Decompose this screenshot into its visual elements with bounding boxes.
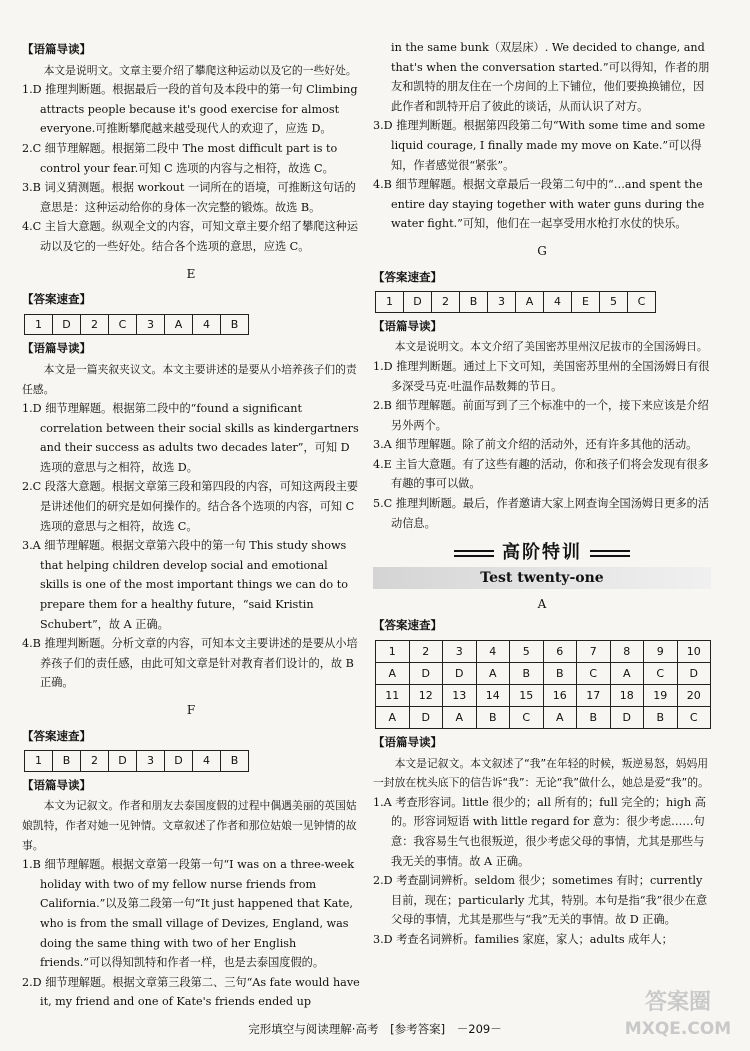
answer-explanation: 3.A 细节理解题。除了前文介绍的活动外，还有许多其他的活动。 <box>373 438 698 452</box>
answer-explanation: 4.B 推理判断题。分析文章的内容，可知本文主要讲述的是要从小培养孩子们的责任感，由此可知文章是针对教育者们设计的，故 B 正确。 <box>22 637 358 690</box>
answer-cell: 17 <box>577 685 611 707</box>
section-header: 【语篇导读】 <box>373 735 442 750</box>
answer-cell: B <box>460 292 488 313</box>
answer-key-table <box>375 640 711 729</box>
section-header: 【语篇导读】 <box>22 42 91 56</box>
answer-explanation: 4.E 主旨大意题。有了这些有趣的活动，你和孩子们将会发现有很多有趣的事可以做。 <box>373 457 709 491</box>
answer-cell: A <box>543 707 577 729</box>
right-column <box>373 38 711 950</box>
answer-cell: 15 <box>510 685 544 707</box>
answer-cell: 4 <box>193 314 221 335</box>
answer-explanation: 2.C 细节理解题。根据第二段中 The most difficult part is to control your fear.可知 C 选项的内容与之相符，故选 C。 <box>22 141 338 175</box>
section-banner <box>373 543 711 563</box>
banner-rule-right <box>590 550 630 557</box>
answer-explanation: 4.B 细节理解题。根据文章最后一段第二句中的“…and spent the entire day staying together with water guns during the water fight.”可知，他们在一起享受用水枪打水仗的快乐。 <box>373 178 705 231</box>
passage-intro: 本文是一篇夹叙夹议文。本文主要讲述的是要从小培养孩子们的责任感。 <box>22 362 357 396</box>
answer-cell: 13 <box>443 685 477 707</box>
answer-cell: A <box>443 707 477 729</box>
answer-explanation: 1.B 细节理解题。根据文章第一段第一句“I was on a three-week holiday with two of my fellow nurse friends from California.”以及第二段第一句“It just happened that Kate, who is from the small village of Devizes, England, was doing the same thing with two of her English friends.”可以得知凯特和作者一样，也是去泰国度假的。 <box>22 858 355 970</box>
answer-cell: 1 <box>376 641 410 663</box>
answer-key-header: 【答案速查】 <box>373 269 442 284</box>
section-header: 【语篇导读】 <box>22 777 91 792</box>
answer-cell: D <box>409 707 443 729</box>
answer-cell: 2 <box>432 292 460 313</box>
answer-cell: C <box>644 663 678 685</box>
answer-cell: D <box>409 663 443 685</box>
answer-key-header: 【答案速查】 <box>373 618 442 633</box>
answer-key-table <box>375 291 656 313</box>
answer-cell: B <box>476 707 510 729</box>
answer-cell: B <box>510 663 544 685</box>
answer-cell: D <box>165 751 193 772</box>
answer-cell: 18 <box>610 685 644 707</box>
answer-cell: 2 <box>81 751 109 772</box>
answer-cell: 11 <box>376 685 410 707</box>
passage-intro: 本文为记叙文。作者和朋友去泰国度假的过程中偶遇美丽的英国姑娘凯特，作者对她一见钟情。文章叙述了作者和那位姑娘一见钟情的故事。 <box>22 799 357 852</box>
passage-intro: 本文是说明文。本文介绍了美国密苏里州汉尼拔市的全国汤姆日。 <box>394 340 708 354</box>
test-title: Test twenty-one <box>373 567 711 589</box>
answer-explanation: 1.A 考查形容词。little 很少的；all 所有的；full 完全的；high 高的。形容词短语 with little regard for 意为：很少考虑……句意：我容易生气也很叛逆，很少考虑父母的事情，尤其是那些与我无关的事情。故 A 正确。 <box>373 795 706 868</box>
answer-cell: C <box>677 707 711 729</box>
answer-cell: A <box>376 707 410 729</box>
passage-intro: 本文是说明文。文章主要介绍了攀爬这种运动以及它的一些好处。 <box>43 63 357 77</box>
answer-cell: 2 <box>81 314 109 335</box>
passage-label: F <box>186 703 196 717</box>
answer-key-table <box>24 314 249 336</box>
section-header: 【语篇导读】 <box>22 341 91 356</box>
answer-cell: 5 <box>600 292 628 313</box>
passage-label: E <box>186 266 196 281</box>
answer-explanation: 2.C 段落大意题。根据文章第三段和第四段的内容，可知这两段主要是讲述他们的研究是如何操作的。结合各个选项的内容，可知 C 选项的意思与之相符，故选 C。 <box>22 480 359 533</box>
answer-cell: C <box>109 314 137 335</box>
answer-tag: [参考答案] <box>390 1022 446 1036</box>
answer-cell: 19 <box>644 685 678 707</box>
answer-cell: B <box>644 707 678 729</box>
answer-cell: D <box>610 707 644 729</box>
section-header: 【语篇导读】 <box>373 318 442 333</box>
answer-cell: 3 <box>137 751 165 772</box>
answer-cell: 1 <box>25 751 53 772</box>
answer-cell: 7 <box>577 641 611 663</box>
answer-explanation: 3.A 细节理解题。根据文章第六段中的第一句 This study shows that helping children develop social and emotional skills is one of the most important things we can do to prepare them for a healthy future，“said Kristin Schubert”，故 A 正确。 <box>22 539 348 631</box>
answer-cell: A <box>516 292 544 313</box>
answer-cell: 3 <box>488 292 516 313</box>
answer-explanation: 3.D 推理判断题。根据第四段第二句“With some time and some liquid courage, I finally made my move on Kate.”可以得知，作者感觉很“紧张”。 <box>373 119 706 172</box>
watermark-url: MXQE.COM <box>624 1019 732 1039</box>
answer-cell: D <box>677 663 711 685</box>
answer-key-header: 【答案速查】 <box>22 292 91 307</box>
answer-cell: C <box>628 292 656 313</box>
answer-cell: 3 <box>137 314 165 335</box>
answer-cell: 9 <box>644 641 678 663</box>
book-title: 完形填空与阅读理解·高考 <box>248 1022 379 1036</box>
answer-cell: B <box>577 707 611 729</box>
answer-cell: A <box>376 663 410 685</box>
watermark-logo <box>618 990 738 1046</box>
answer-explanation: 5.C 推理判断题。最后，作者邀请大家上网查询全国汤姆日更多的活动信息。 <box>373 497 710 530</box>
answer-cell: 4 <box>476 641 510 663</box>
answer-explanation: 2.D 考查副词辨析。seldom 很少；sometimes 有时；currently 目前，现在；particularly 尤其，特别。本句是指“我”很少在意父母的事情，尤其是那些与“我”无关的事情。故 D 正确。 <box>373 874 708 927</box>
answer-cell: 3 <box>443 641 477 663</box>
answer-explanation: 1.D 推理判断题。根据最后一段的首句及本段中的第一句 Climbing attracts people because it's good exercise for almost everyone.可推断攀爬越来越受现代人的欢迎了，应选 D。 <box>22 83 358 136</box>
passage-intro: 本文是记叙文。本文叙述了“我”在年轻的时候，叛逆易怒，妈妈用一封放在枕头底下的信告诉“我”：无论“我”做什么，她总是爱“我”的。 <box>373 756 709 790</box>
banner-rule-left <box>454 550 494 557</box>
answer-explanation: 4.C 主旨大意题。纵观全文的内容，可知文章主要介绍了攀爬这种运动以及它的一些好处。结合各个选项的意思，应选 C。 <box>22 220 359 253</box>
answer-explanation-continued: in the same bunk（双层床）. We decided to change, and that's when the conversation started.”可以得知，作者的朋友和凯特的朋友住在一个房间的上下铺位，他们要换换铺位，因此作者和凯特开启了彼此的谈话，从而认识了对方。 <box>391 41 710 113</box>
answer-cell: E <box>572 292 600 313</box>
answer-cell: 12 <box>409 685 443 707</box>
answer-key-header: 【答案速查】 <box>22 728 91 743</box>
answer-key-table <box>24 750 249 772</box>
answer-cell: D <box>53 314 81 335</box>
answer-explanation: 1.D 推理判断题。通过上下文可知，美国密苏里州的全国汤姆日有很多深受马克·吐温作品数舞的节日。 <box>373 359 710 393</box>
answer-cell: B <box>221 314 249 335</box>
answer-cell: 4 <box>544 292 572 313</box>
watermark-text: 答案圈 <box>644 990 711 1015</box>
answer-cell: A <box>476 663 510 685</box>
answer-cell: 1 <box>25 314 53 335</box>
answer-cell: B <box>221 751 249 772</box>
passage-label: A <box>537 596 547 611</box>
answer-explanation: 1.D 细节理解题。根据第二段中的“found a significant correlation between their social skills as kindergartners and their success as adults two decades later”，可知 D 选项的意思与之相符，故选 D。 <box>22 402 359 474</box>
answer-cell: 1 <box>376 292 404 313</box>
answer-cell: 10 <box>677 641 711 663</box>
answer-cell: A <box>165 314 193 335</box>
answer-cell: D <box>443 663 477 685</box>
answer-cell: B <box>53 751 81 772</box>
answer-cell: 20 <box>677 685 711 707</box>
answer-cell: C <box>577 663 611 685</box>
passage-label: G <box>537 243 547 258</box>
answer-cell: B <box>543 663 577 685</box>
answer-cell: 8 <box>610 641 644 663</box>
page-number: －209－ <box>456 1022 502 1036</box>
answer-explanation: 2.B 细节理解题。前面写到了三个标准中的一个，接下来应该是介绍另外两个。 <box>373 399 709 432</box>
answer-cell: 6 <box>543 641 577 663</box>
answer-explanation: 3.B 词义猜测题。根据 workout 一词所在的语境，可推断这句话的意思是：这种运动给你的身体一次完整的锻炼。故选 B。 <box>22 181 356 214</box>
answer-explanation: 3.D 考查名词辨析。families 家庭，家人；adults 成年人； <box>373 932 673 946</box>
answer-cell: D <box>404 292 432 313</box>
answer-cell: 14 <box>476 685 510 707</box>
answer-cell: 5 <box>510 641 544 663</box>
banner-title: 高阶特训 <box>502 542 582 564</box>
answer-cell: 16 <box>543 685 577 707</box>
answer-cell: A <box>610 663 644 685</box>
answer-explanation: 2.D 细节理解题。根据文章第三段第二、三句“As fate would have it, my friend and one of Kate's friends ended up <box>22 975 360 1009</box>
answer-cell: D <box>109 751 137 772</box>
answer-cell: 4 <box>193 751 221 772</box>
answer-cell: C <box>510 707 544 729</box>
answer-cell: 2 <box>409 641 443 663</box>
left-column <box>22 38 360 1012</box>
